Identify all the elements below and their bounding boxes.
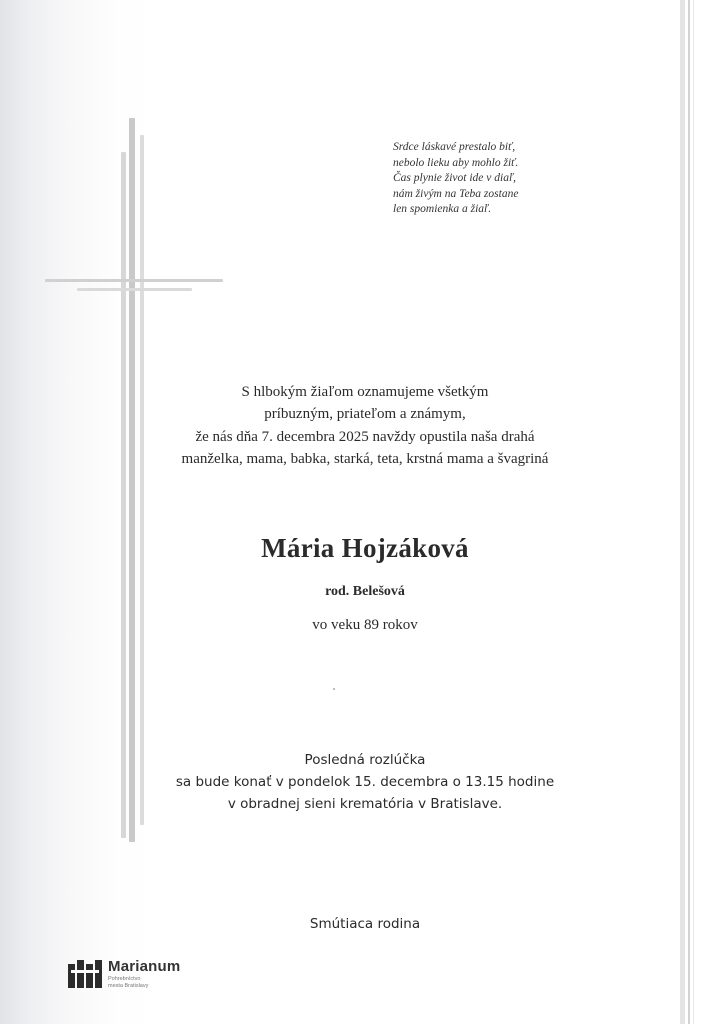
- poem-line: nám živým na Teba zostane: [393, 187, 519, 200]
- announcement-line: S hlbokým žiaľom oznamujeme všetkým: [241, 384, 489, 400]
- poem: [393, 140, 593, 218]
- maiden-name: rod. Belešová: [325, 584, 405, 599]
- cross-horizontal-top: [45, 279, 223, 282]
- announcement-line: príbuzným, priateľom a známym,: [264, 406, 466, 423]
- funeral-line: v obradnej sieni krematória v Bratislave.: [227, 796, 503, 812]
- signature: Smútiaca rodina: [309, 916, 421, 932]
- announcement-line: že nás dňa 7. decembra 2025 navždy opustila naša drahá: [195, 428, 535, 445]
- page-edge-line-inner: [693, 0, 694, 1024]
- announcement-line: manželka, mama, babka, starká, teta, krstná mama a švagriná: [181, 450, 549, 467]
- deceased-name: Mária Hojzáková: [261, 533, 469, 563]
- cross-horizontal-bottom: [77, 288, 192, 291]
- poem-line: Srdce láskavé prestalo biť,: [393, 141, 516, 153]
- funeral-details: [140, 749, 590, 815]
- funeral-line: sa bude konať v pondelok 15. decembra o 13.15 hodine: [175, 774, 555, 790]
- logo-title: Marianum: [108, 958, 181, 975]
- marianum-logo-icon: [68, 960, 104, 988]
- logo-subtitle-line: mesta Bratislavy: [108, 982, 149, 989]
- cross-vertical-center: [129, 118, 135, 842]
- logo-subtitle: [108, 976, 188, 989]
- announcement: [140, 381, 590, 470]
- poem-line: nebolo lieku aby mohlo žiť.: [393, 156, 519, 169]
- page-edge-shadow: [680, 0, 685, 1024]
- funeral-line: Posledná rozlúčka: [304, 752, 426, 768]
- poem-line: Čas plynie život ide v diaľ,: [393, 172, 516, 184]
- logo-subtitle-line: Pohrebníctvo: [108, 976, 141, 982]
- cross-vertical-right: [140, 135, 144, 825]
- page-edge-line: [688, 0, 690, 1024]
- poem-line: len spomienka a žiaľ.: [393, 203, 492, 215]
- cross-vertical-left: [121, 152, 126, 838]
- divider-dot: [333, 688, 335, 690]
- deceased-age: vo veku 89 rokov: [312, 617, 418, 633]
